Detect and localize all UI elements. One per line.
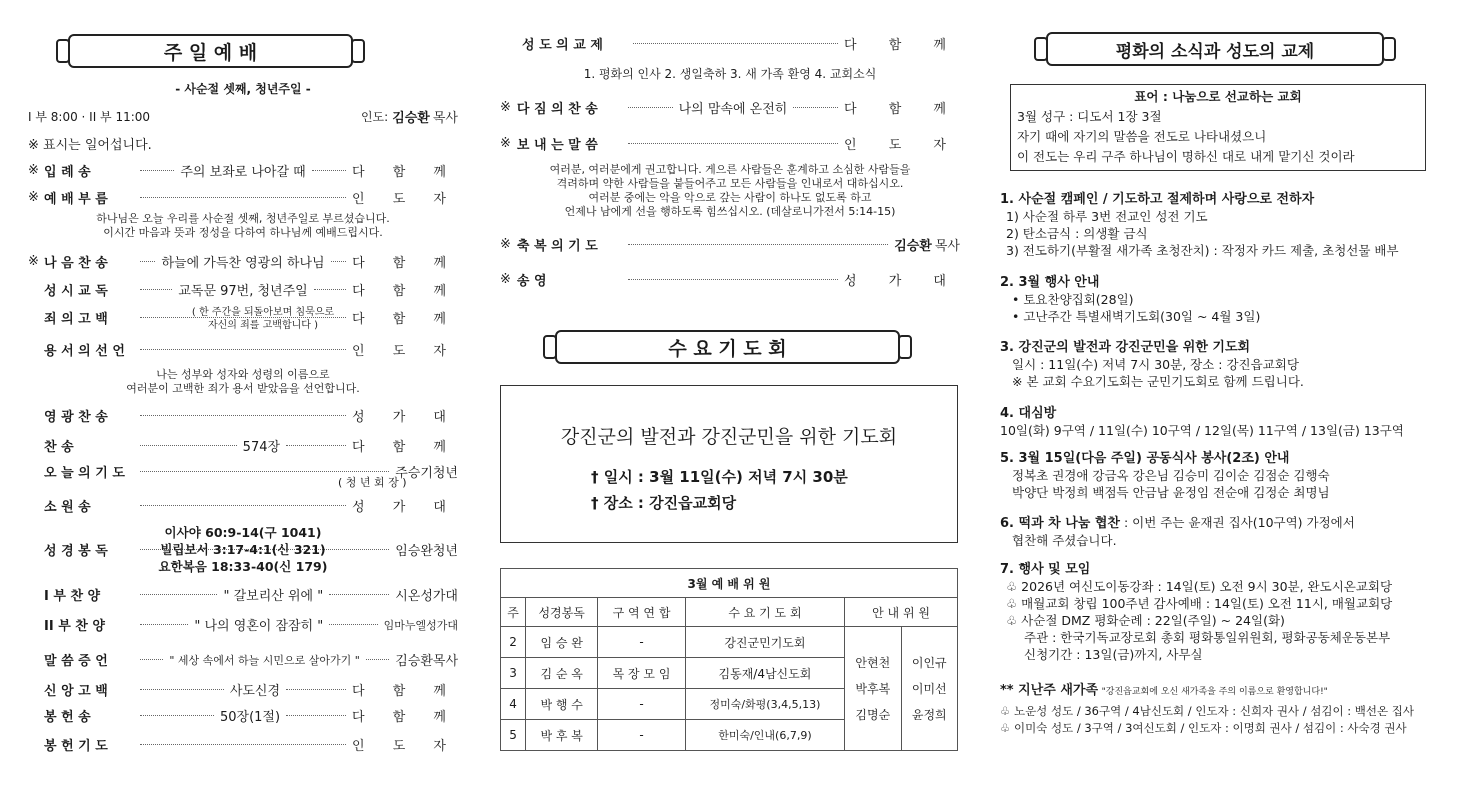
standing-mark: ※ <box>28 254 39 269</box>
news-column <box>1000 0 1440 786</box>
wednesday-heading: 강진군의 발전과 강진군민을 위한 기도회 <box>560 426 898 448</box>
standing-mark: ※ <box>28 163 39 178</box>
roster-cell-wed: 강진군민기도회 <box>685 627 844 658</box>
order-content: 50장(1절) <box>219 710 281 725</box>
leader-label: 인도: <box>360 110 389 124</box>
roster-cell-wed: 김동재/4남신도회 <box>685 658 844 689</box>
worship-order-item <box>28 735 458 754</box>
roster-cell-week: 3 <box>501 658 526 689</box>
roster-header: 주 <box>501 598 526 627</box>
order-leader: 인 도 자 <box>352 739 458 754</box>
order-leader: 임승완청년 <box>395 544 458 559</box>
order-content: " 세상 속에서 하늘 시민으로 살아가기 " <box>169 653 360 667</box>
order-content: 574장 <box>242 440 281 455</box>
roster-cell-wed: 정미숙/화평(3,4,5,13) <box>685 689 844 720</box>
order-label: 성 경 봉 독 <box>44 544 108 559</box>
usher-name: 김명순 <box>855 707 891 722</box>
usher-name: 윤정희 <box>911 707 947 722</box>
order-label: 소 원 송 <box>44 500 91 515</box>
order-label: 죄 의 고 백 <box>44 312 108 327</box>
order-leader: 김승환목사 <box>395 654 459 669</box>
roster-cell-reader: 임 승 완 <box>526 627 598 658</box>
news-title: 평화의 소식과 성도의 교제 <box>1046 32 1384 66</box>
roster-cell-district: - <box>598 720 686 751</box>
worship-order-item <box>28 252 458 271</box>
worship-order-item <box>28 496 458 515</box>
worship-order-item <box>28 406 458 425</box>
order-leader: 다 함 께 <box>352 710 458 725</box>
section-prayer-meeting: 3. 강진군의 발전과 강진군민을 위한 기도회 일시 : 11일(수) 저녁 7시 30분, 장소 : 강진읍교회당 ※ 본 교회 수요기도회는 군민기도회로 함께 드립니다. <box>1000 340 1304 389</box>
order-leader: 다 함 께 <box>352 256 459 271</box>
order-content: 교독문 97번, 청년주일 <box>178 284 308 299</box>
roster-cell-week: 4 <box>501 689 526 720</box>
blessing-row: ※ 축 복 의 기 도 김승환 목사 <box>500 237 960 254</box>
order-leader: 다 함 께 <box>352 684 458 699</box>
order-label: 용 서 의 선 언 <box>44 344 125 359</box>
ushers-cell <box>845 627 901 751</box>
leader-title: 목사 <box>432 111 458 126</box>
order-label: 오 늘 의 기 도 <box>44 466 125 481</box>
order-leader: 다 함 께 <box>352 440 458 455</box>
order-content: 주의 보좌로 나아갈 때 <box>180 165 306 180</box>
section-new-family: ** 지난주 새가족 "강진읍교회에 오신 새가족을 주의 이름으로 환영합니다!" ♧ 노운성 성도 / 36구역 / 4남신도회 / 인도자 : 신희자 권사 / 섬김이 : 백선온 집사 ♧ 이미숙 성도 / 3구역 / 3여신도회 / 인도자 : 이명희 권사 / 섬김이 : 사숙경 권사 <box>1000 683 1414 735</box>
sunday-worship-column <box>28 0 458 786</box>
fellowship-row: 성 도 의 교 제 다 함 께 <box>522 38 960 53</box>
sending-text: 여러분, 여러분에게 권고합니다. 게으른 사람들은 훈계하고 소심한 사람들을 격려하며 약한 사람들을 붙들어주고 모든 사람들을 인내로서 대하십시오. 여러분 중에는 악을 악으로 갚는 사람이 하나도 없도록 하고 언제나 남에게 선을 행하도록 힘쓰십시오. (데살로니가전서 5:14-15) <box>549 163 911 218</box>
fellowship-list: 1. 평화의 인사 2. 생일축하 3. 새 가족 환영 4. 교회소식 <box>583 67 877 81</box>
sending-row: ※ 보 내 는 말 씀 인 도 자 <box>500 136 960 153</box>
call-to-worship-text: 하나님은 오늘 우리를 사순절 셋째, 청년주일로 부르셨습니다. 이시간 마음과 뜻과 정성을 다하여 하나님께 예배드립시다. <box>96 212 390 239</box>
roster-table <box>500 568 958 751</box>
order-leader: 성 가 대 <box>352 500 458 515</box>
worship-order-item <box>28 650 458 669</box>
usher-name: 박후복 <box>855 681 891 696</box>
worship-subtitle: - 사순절 셋째, 청년주일 - <box>175 82 311 96</box>
order-label: 찬 송 <box>44 440 74 455</box>
order-column-continued <box>500 0 960 786</box>
wednesday-box <box>500 385 958 543</box>
roster-cell-reader: 김 순 옥 <box>526 658 598 689</box>
order-label: 나 음 찬 송 <box>44 256 108 271</box>
order-label: II 부 찬 양 <box>44 619 105 634</box>
section-meal-service: 5. 3월 15일(다음 주일) 공동식사 봉사(2조) 안내 정복초 권경애 강금옥 강은님 김승미 김이순 김점순 김행숙 박양단 박정희 백점득 안금남 윤정임 전순애 김정순 최명님 <box>1000 451 1330 500</box>
roster-row <box>501 627 958 658</box>
section-events: 7. 행사 및 모임 ♧ 2026년 여신도이동강좌 : 14일(토) 오전 9시 30분, 완도시온교회당 ♧ 매월교회 창립 100주년 감사예배 : 14일(토) 오전 11시, 매월교회당 ♧ 사순절 DMZ 평화순례 : 22일(주일) ~ 24일(화) 주관 : 한국기독교장로회 총회 평화통일위원회, 평화공동체운동본부 신청기간 : 13일(금)까지, 사무실 <box>1000 562 1393 662</box>
worship-order-item <box>28 585 458 604</box>
roster-header: 구 역 연 합 <box>598 598 686 627</box>
leader-name: 김승환 <box>392 111 430 126</box>
absolution-text: 나는 성부와 성자와 성령의 이름으로 여러분이 고백한 죄가 용서 받았음을 선언합니다. <box>126 368 360 395</box>
order-label: 봉 헌 송 <box>44 710 91 725</box>
roster-title: 3월 예 배 위 원 <box>501 569 958 598</box>
confession-note: ( 한 주간을 되돌아보며 침묵으로 자신의 죄를 고백합니다 ) <box>191 307 335 331</box>
roster-cell-week: 5 <box>501 720 526 751</box>
worship-order-item <box>28 188 458 207</box>
motto-box: 표어 : 나눔으로 선교하는 교회 3월 성구 : 디도서 1장 3절 자기 때에 자기의 말씀을 전도로 나타내셨으니 이 전도는 우리 구주 하나님이 명하신 대로 내게 맡기신 것이라 <box>1010 84 1426 171</box>
order-label: 입 례 송 <box>44 165 91 180</box>
standing-note: ※ 표시는 일어섭니다. <box>28 138 152 153</box>
scripture-readings: 이사야 60:9-14(구 1041) 빌립보서 3:17-4:1(신 321) 요한복음 18:33-40(신 179) <box>158 525 328 574</box>
order-content: 사도신경 <box>229 684 281 699</box>
order-content: 하늘에 가득찬 영광의 하나님 <box>161 256 325 271</box>
usher-name: 안현천 <box>855 655 891 670</box>
wednesday-title: 수 요 기 도 회 <box>555 330 900 364</box>
order-label: 예 배 부 름 <box>44 192 108 207</box>
order-leader: 다 함 께 <box>352 312 458 327</box>
roster-cell-district: - <box>598 627 686 658</box>
dedication-row: ※ 다 짐 의 찬 송 나의 맘속에 온전히 다 함 께 <box>500 100 960 117</box>
roster-cell-district: - <box>598 689 686 720</box>
worship-order-item <box>28 436 458 455</box>
wednesday-place: † 장소 : 강진읍교회당 <box>591 494 737 512</box>
worship-order-item <box>28 340 458 359</box>
order-label: 성 시 교 독 <box>44 284 108 299</box>
roster-cell-week: 2 <box>501 627 526 658</box>
section-tea-sponsor: 6. 떡과 차 나눔 협찬 : 이번 주는 윤재권 집사(10구역) 가정에서 협찬해 주셨습니다. <box>1000 515 1355 548</box>
order-leader: 다 함 께 <box>352 284 459 299</box>
order-leader: 다 함 께 <box>352 165 458 180</box>
roster-cell-reader: 박 행 수 <box>526 689 598 720</box>
service-time-row <box>28 107 458 126</box>
roster-header: 수 요 기 도 회 <box>685 598 844 627</box>
order-leader: 성 가 대 <box>352 410 458 425</box>
standing-mark: ※ <box>28 190 39 205</box>
order-leader: 임마누엘성가대 <box>383 618 458 632</box>
roster-cell-reader: 박 후 복 <box>526 720 598 751</box>
order-label: 영 광 찬 송 <box>44 410 108 425</box>
prayer-sub: ( 청 년 회 장 ) <box>338 476 407 489</box>
order-label: I 부 찬 양 <box>44 589 101 604</box>
order-label: 봉 헌 기 도 <box>44 739 108 754</box>
roster-header: 안 내 위 원 <box>845 598 958 627</box>
order-label: 말 씀 증 언 <box>44 654 108 669</box>
roster-header: 성경봉독 <box>526 598 598 627</box>
worship-order-item <box>28 280 458 299</box>
roster-cell-wed: 한미숙/인내(6,7,9) <box>685 720 844 751</box>
order-content: " 갈보리산 위에 " <box>223 589 324 604</box>
order-label: 신 앙 고 백 <box>44 684 108 699</box>
order-leader: 인 도 자 <box>352 192 458 207</box>
worship-order-item <box>28 161 458 180</box>
order-content: " 나의 영혼이 잠잠히 " <box>194 619 324 634</box>
worship-order-item <box>28 680 458 699</box>
section-visitation: 4. 대심방 10일(화) 9구역 / 11일(수) 10구역 / 12일(목) 11구역 / 13일(금) 13구역 <box>1000 406 1404 438</box>
ushers-cell <box>901 627 957 751</box>
section-march-events: 2. 3월 행사 안내 • 토요찬양집회(28일) • 고난주간 특별새벽기도회(30일 ~ 4월 3일) <box>1000 275 1261 324</box>
sunday-worship-title: 주 일 예 배 <box>68 34 353 68</box>
order-leader: 주승기청년 <box>395 466 458 481</box>
usher-name: 이인규 <box>911 655 947 670</box>
order-leader: 인 도 자 <box>352 344 458 359</box>
worship-order-item <box>28 706 458 725</box>
roster-header-row <box>501 598 958 627</box>
service-time: I 부 8:00 · II 부 11:00 <box>28 110 151 124</box>
wednesday-time: † 일시 : 3월 11일(수) 저녁 7시 30분 <box>591 468 848 486</box>
order-leader: 시온성가대 <box>395 589 458 604</box>
section-lent-campaign: 1. 사순절 캠페인 / 기도하고 절제하며 사랑으로 전하자 1) 사순절 하루 3번 전교인 성전 기도 2) 탄소금식 : 의생활 금식 3) 전도하기(부활절 새가족 초청잔치) : 작정자 카드 제출, 초청선물 배부 <box>1000 192 1399 258</box>
roster-cell-district: 목 장 모 임 <box>598 658 686 689</box>
usher-name: 이미선 <box>911 681 947 696</box>
worship-order-item <box>28 615 458 634</box>
doxology-row: ※ 송 영 성 가 대 <box>500 272 960 289</box>
